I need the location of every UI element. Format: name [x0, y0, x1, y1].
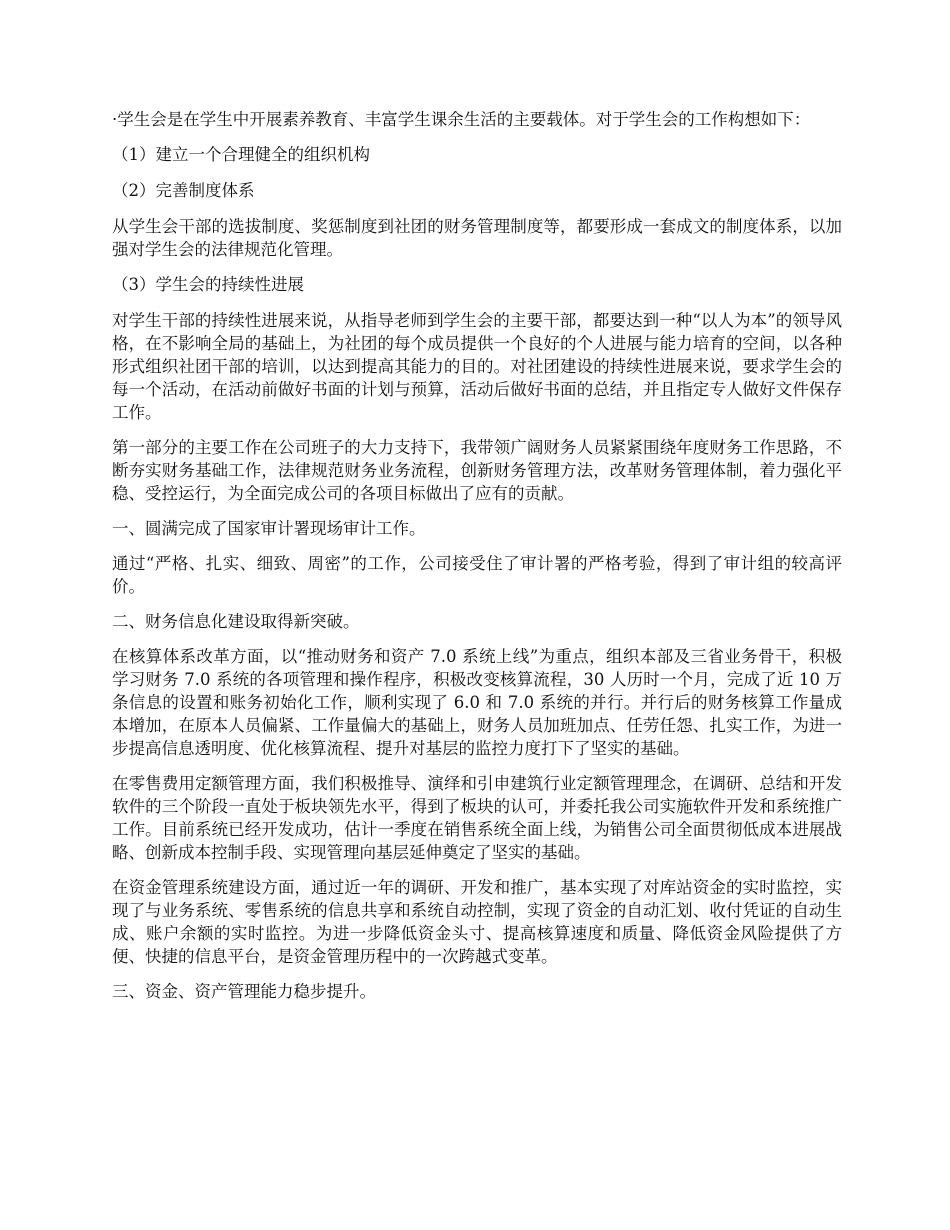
- retail-expense-paragraph: 在零售费用定额管理方面，我们积极推导、演绎和引申建筑行业定额管理理念，在调研、总结和开发软件的三个阶段一直处于板块领先水平，得到了板块的认可，并委托我公司实施软件开发和系统推广工作。目前系统已经开发成功，估计一季度在销售系统全面上线，为销售公司全面贯彻低成本进展战略、创新成本控制手段、实现管理向基层延伸奠定了坚实的基础。: [112, 774, 842, 862]
- document-body: [112, 108, 842, 1015]
- accounting-reform-paragraph: 在核算体系改革方面，以“推动财务和资产 7.0 系统上线”为重点，组织本部及三省业务骨干，积极学习财务 7.0 系统的各项管理和操作程序，积极改变核算流程，30 人历时一个月，完成了近 10 万条信息的设置和账务初始化工作，顺利实现了 6.0 和 7.0 系统的并行。并行后的财务核算工作量成本增加，在原本人员偏紧、工作量偏大的基础上，财务人员加班加点、任劳任怨、扎实工作，为进一步提高信息透明度、优化核算流程、提升对基层的监控力度打下了坚实的基础。: [112, 647, 842, 758]
- section-heading-informatization: 二、财务信息化建设取得新突破。: [112, 612, 360, 631]
- fund-management-paragraph: 在资金管理系统建设方面，通过近一年的调研、开发和推广，基本实现了对库站资金的实时监控，实现了与业务系统、零售系统的信息共享和系统自动控制，实现了资金的自动汇划、收付凭证的自动生成、账户余额的实时监控。为进一步降低资金头寸、提高核算速度和质量、降低资金风险提供了方便、快捷的信息平台，是资金管理历程中的一次跨越式变革。: [112, 878, 842, 966]
- list-item-system: （2）完善制度体系: [112, 181, 255, 200]
- system-paragraph: 从学生会干部的选拔制度、奖惩制度到社团的财务管理制度等，都要形成一套成文的制度体系，以加强对学生会的法律规范化管理。: [112, 217, 842, 259]
- section-heading-audit: 一、圆满完成了国家审计署现场审计工作。: [112, 519, 426, 538]
- finance-intro-paragraph: 第一部分的主要工作在公司班子的大力支持下，我带领广阔财务人员紧紧围绕年度财务工作思路，不断夯实财务基础工作，法律规范财务业务流程，创新财务管理方法，改革财务管理体制，着力强化平稳、受控运行，为全面完成公司的各项目标做出了应有的贡献。: [112, 438, 842, 503]
- audit-paragraph: 通过“严格、扎实、细致、周密”的工作，公司接受住了审计署的严格考验，得到了审计组的较高评价。: [112, 554, 842, 596]
- sustainability-paragraph: 对学生干部的持续性进展来说，从指导老师到学生会的主要干部，都要达到一种“以人为本”的领导风格，在不影响全局的基础上，为社团的每个成员提供一个良好的个人进展与能力培育的空间，以各种形式组织社团干部的培训，以达到提高其能力的目的。对社团建设的持续性进展来说，要求学生会的每一个活动，在活动前做好书面的计划与预算，活动后做好书面的总结，并且指定专人做好文件保存工作。: [112, 311, 842, 422]
- list-item-organization: （1）建立一个合理健全的组织机构: [112, 145, 370, 164]
- section-heading-assets: 三、资金、资产管理能力稳步提升。: [112, 982, 376, 1001]
- intro-paragraph: ·学生会是在学生中开展素养教育、丰富学生课余生活的主要载体。对于学生会的工作构想如下：: [112, 110, 811, 129]
- list-item-sustainability: （3）学生会的持续性进展: [112, 275, 304, 294]
